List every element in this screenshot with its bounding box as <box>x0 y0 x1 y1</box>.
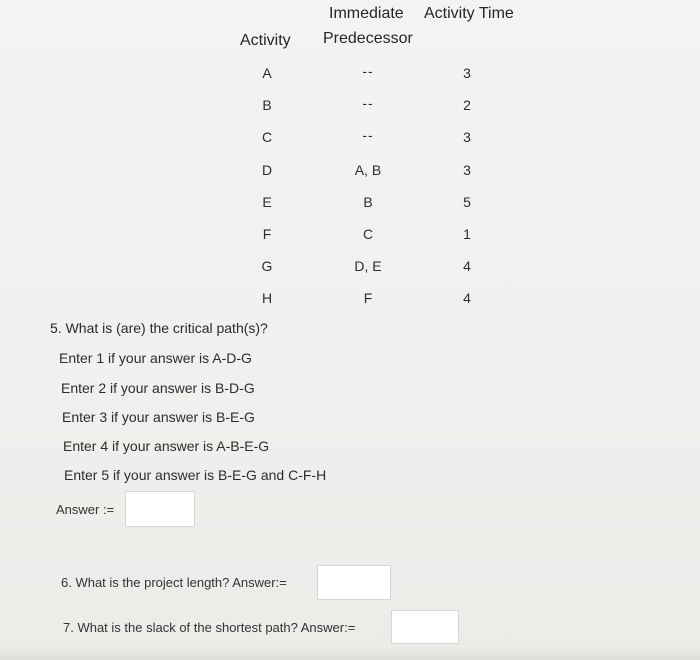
time-cell: 2 <box>463 97 471 113</box>
question-5: 5. What is (are) the critical path(s)? <box>50 320 268 336</box>
q5-option-2: Enter 2 if your answer is B-D-G <box>61 380 255 396</box>
page-edge-shadow <box>0 646 700 660</box>
q5-option-3: Enter 3 if your answer is B-E-G <box>62 409 255 425</box>
activity-cell: A <box>262 65 272 81</box>
header-activity-time: Activity Time <box>424 5 514 22</box>
activity-cell: B <box>262 97 272 113</box>
header-activity: Activity <box>240 32 291 49</box>
question-6: 6. What is the project length? Answer:= <box>61 575 287 590</box>
time-cell: 3 <box>463 129 471 145</box>
q5-answer-label: Answer := <box>56 502 115 517</box>
predecessor-cell: -- <box>362 95 374 111</box>
time-cell: 4 <box>463 258 471 274</box>
q5-option-4: Enter 4 if your answer is A-B-E-G <box>63 438 270 454</box>
time-cell: 3 <box>463 162 471 178</box>
predecessor-cell: C <box>362 226 374 242</box>
predecessor-cell: -- <box>362 63 374 79</box>
header-predecessor-line1: Immediate <box>329 5 404 22</box>
predecessor-cell: A, B <box>354 162 382 178</box>
q5-answer-input[interactable] <box>125 491 195 527</box>
predecessor-cell: F <box>363 290 373 306</box>
q5-option-1: Enter 1 if your answer is A-D-G <box>59 350 252 366</box>
header-predecessor-line2: Predecessor <box>323 30 413 47</box>
time-cell: 1 <box>463 226 471 242</box>
activity-cell: F <box>262 226 272 242</box>
predecessor-cell: -- <box>362 127 374 143</box>
predecessor-cell: B <box>363 194 373 210</box>
q5-option-5: Enter 5 if your answer is B-E-G and C-F-H <box>64 467 327 483</box>
predecessor-cell: D, E <box>354 258 382 274</box>
activity-cell: E <box>262 194 272 210</box>
activity-cell: G <box>261 258 273 274</box>
time-cell: 4 <box>463 290 471 306</box>
q6-answer-input[interactable] <box>317 565 391 600</box>
activity-cell: C <box>261 129 273 145</box>
time-cell: 3 <box>463 65 471 81</box>
time-cell: 5 <box>463 194 471 210</box>
activity-cell: H <box>261 290 273 306</box>
q7-answer-input[interactable] <box>391 610 459 644</box>
question-7: 7. What is the slack of the shortest path? Answer:= <box>63 620 356 635</box>
activity-cell: D <box>261 162 273 178</box>
